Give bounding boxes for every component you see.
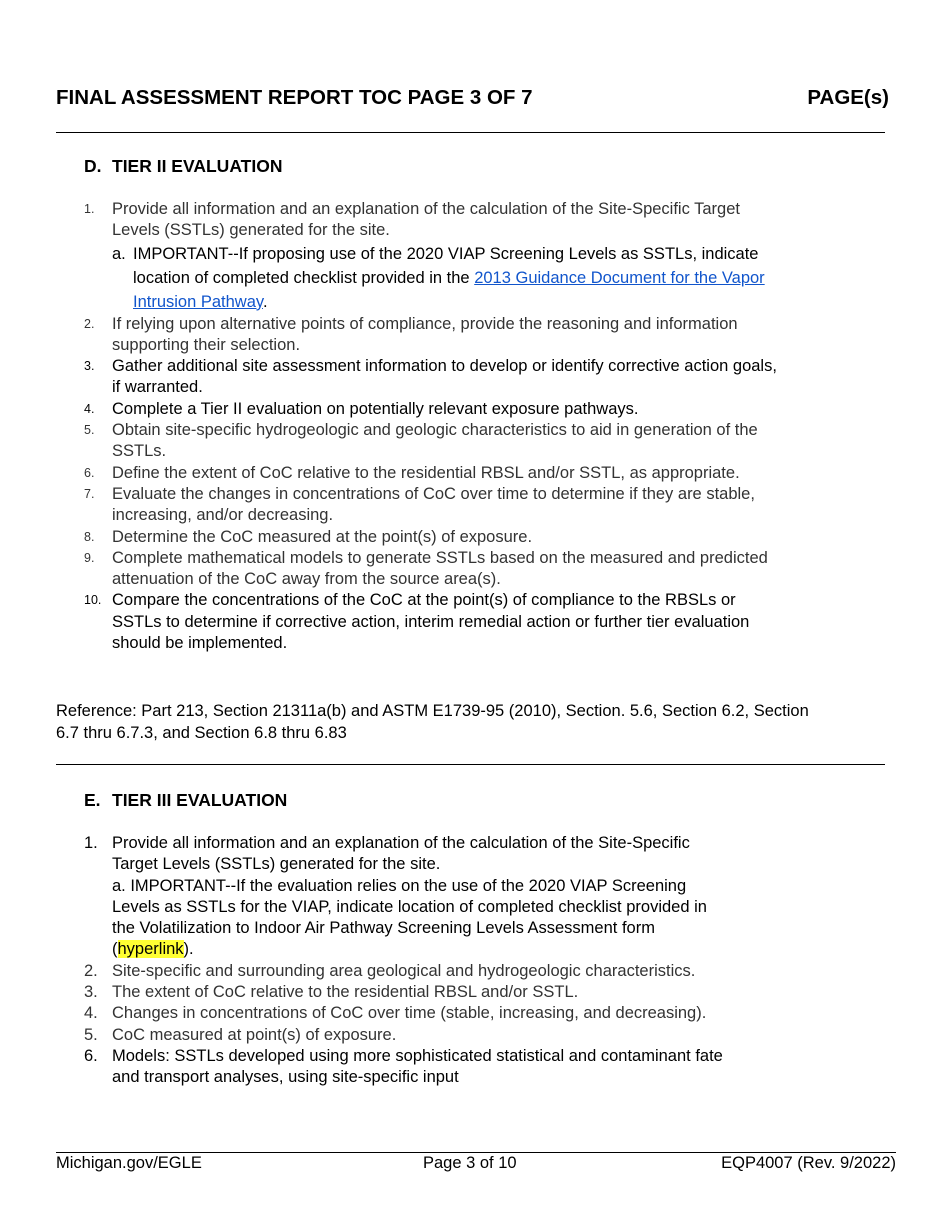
list-item: [84, 1025, 734, 1046]
section-d-list: [84, 199, 784, 654]
item-text: The extent of CoC relative to the residential RBSL and/or SSTL.: [112, 983, 579, 1002]
item-text: Changes in concentrations of CoC over time (stable, increasing, and decreasing).: [112, 1004, 707, 1023]
item-number: 1.: [84, 834, 98, 852]
list-item: [84, 463, 784, 484]
list-item: [84, 484, 784, 527]
item-number: 9.: [84, 550, 95, 565]
item-number: 4.: [84, 401, 95, 416]
item-text: Provide all information and an explanation of the calculation of the Site-Specific Target Levels (SSTLs) generated for the site.: [112, 200, 740, 240]
item-text: CoC measured at point(s) of exposure.: [112, 1025, 397, 1044]
section-e-title: TIER III EVALUATION: [112, 790, 288, 810]
list-item: [84, 982, 734, 1003]
item-text: Gather additional site assessment information to develop or identify corrective action goals, if warranted.: [112, 357, 777, 397]
item-number: 8.: [84, 529, 95, 544]
list-item: [84, 527, 784, 548]
item-number: 1.: [84, 202, 95, 216]
list-item: [84, 548, 784, 591]
item-number: 2.: [84, 316, 95, 331]
section-e-heading: [84, 790, 287, 811]
item-number: 5.: [84, 1025, 98, 1044]
list-item: [84, 314, 784, 357]
section-d-heading: [84, 156, 282, 177]
sub-item-end: .: [262, 292, 268, 311]
item-text: Provide all information and an explanation of the calculation of the Site-Specific Target Levels (SSTLs) generated for the site.: [112, 834, 690, 874]
item-text: Site-specific and surrounding area geological and hydrogeologic characteristics.: [112, 961, 696, 980]
sub-item-text: a. IMPORTANT--If the evaluation relies on the use of the 2020 VIAP Screening Levels as SSTLs for the VIAP, indicate location of completed checklist provided in the Volatilization to Indoor Air Pathway Screening Levels Assessment form (: [112, 876, 707, 959]
item-text: Compare the concentrations of the CoC at the point(s) of compliance to the RBSLs or SSTLs to determine if corrective action, interim remedial action or further tier evaluation should be implemented.: [112, 591, 750, 653]
item-number: 3.: [84, 359, 95, 374]
item-text: Evaluate the changes in concentrations of CoC over time to determine if they are stable, increasing, and/or decreasing.: [112, 484, 755, 525]
item-number: 7.: [84, 486, 95, 501]
sub-item-letter: a.: [112, 244, 126, 263]
list-item: [84, 356, 784, 399]
item-number: 10.: [84, 593, 102, 608]
sub-item: [112, 876, 734, 961]
item-text: Define the extent of CoC relative to the residential RBSL and/or SSTL, as appropriate.: [112, 463, 740, 482]
item-text: Complete a Tier II evaluation on potentially relevant exposure pathways.: [112, 399, 639, 418]
item-text: Obtain site-specific hydrogeologic and geologic characteristics to aid in generation of the SSTLs.: [112, 421, 758, 461]
item-text: Determine the CoC measured at the point(s) of exposure.: [112, 527, 533, 546]
list-item: [84, 961, 734, 982]
page-footer: [56, 1152, 896, 1172]
footer-website: Michigan.gov/EGLE: [56, 1154, 202, 1172]
sub-item-text: IMPORTANT--If proposing use of the 2020 VIAP Screening Levels as SSTLs, indicate location of completed checklist provided in the: [133, 244, 759, 287]
list-item: [84, 420, 784, 463]
reference-note: Reference: Part 213, Section 21311a(b) and ASTM E1739-95 (2010), Section. 5.6, Section 6.2, Section 6.7 thru 6.7.3, and Section 6.8 thru 6.83: [56, 702, 809, 742]
item-number: 4.: [84, 1004, 98, 1023]
sub-item: [112, 242, 784, 314]
footer-page-number: Page 3 of 10: [423, 1154, 517, 1172]
list-item: [84, 590, 784, 654]
page-title: FINAL ASSESSMENT REPORT TOC PAGE 3 OF 7: [56, 86, 533, 109]
item-number: 3.: [84, 983, 98, 1002]
item-text: Complete mathematical models to generate SSTLs based on the measured and predicted attenuation of the CoC away from the source area(s).: [112, 548, 768, 589]
list-item: [84, 199, 784, 314]
item-number: 6.: [84, 1046, 98, 1065]
list-item: [84, 833, 734, 961]
section-d-title: TIER II EVALUATION: [112, 156, 283, 176]
section-e-letter: E.: [84, 790, 101, 810]
item-number: 6.: [84, 465, 95, 480]
list-item: [84, 399, 784, 420]
hyperlink-link[interactable]: hyperlink: [117, 940, 184, 959]
item-number: 5.: [84, 423, 95, 438]
sub-item-end: ).: [183, 940, 194, 959]
section-e-list: [84, 833, 734, 1089]
footer-divider: [56, 1152, 896, 1153]
item-text: If relying upon alternative points of compliance, provide the reasoning and information supporting their selection.: [112, 314, 738, 354]
guidance-document-link[interactable]: 2013 Guidance Document for the Vapor Intrusion Pathway: [133, 268, 765, 311]
list-item: [84, 1046, 734, 1089]
section-divider: [56, 764, 885, 765]
header-divider: [56, 132, 885, 133]
item-number: 2.: [84, 961, 98, 980]
pages-label: PAGE(s): [807, 86, 889, 109]
list-item: [84, 1003, 734, 1024]
section-d-letter: D.: [84, 156, 102, 176]
item-text: Models: SSTLs developed using more sophisticated statistical and contaminant fate and transport analyses, using site-specific input: [112, 1046, 723, 1087]
footer-form-id: EQP4007 (Rev. 9/2022): [721, 1154, 896, 1172]
